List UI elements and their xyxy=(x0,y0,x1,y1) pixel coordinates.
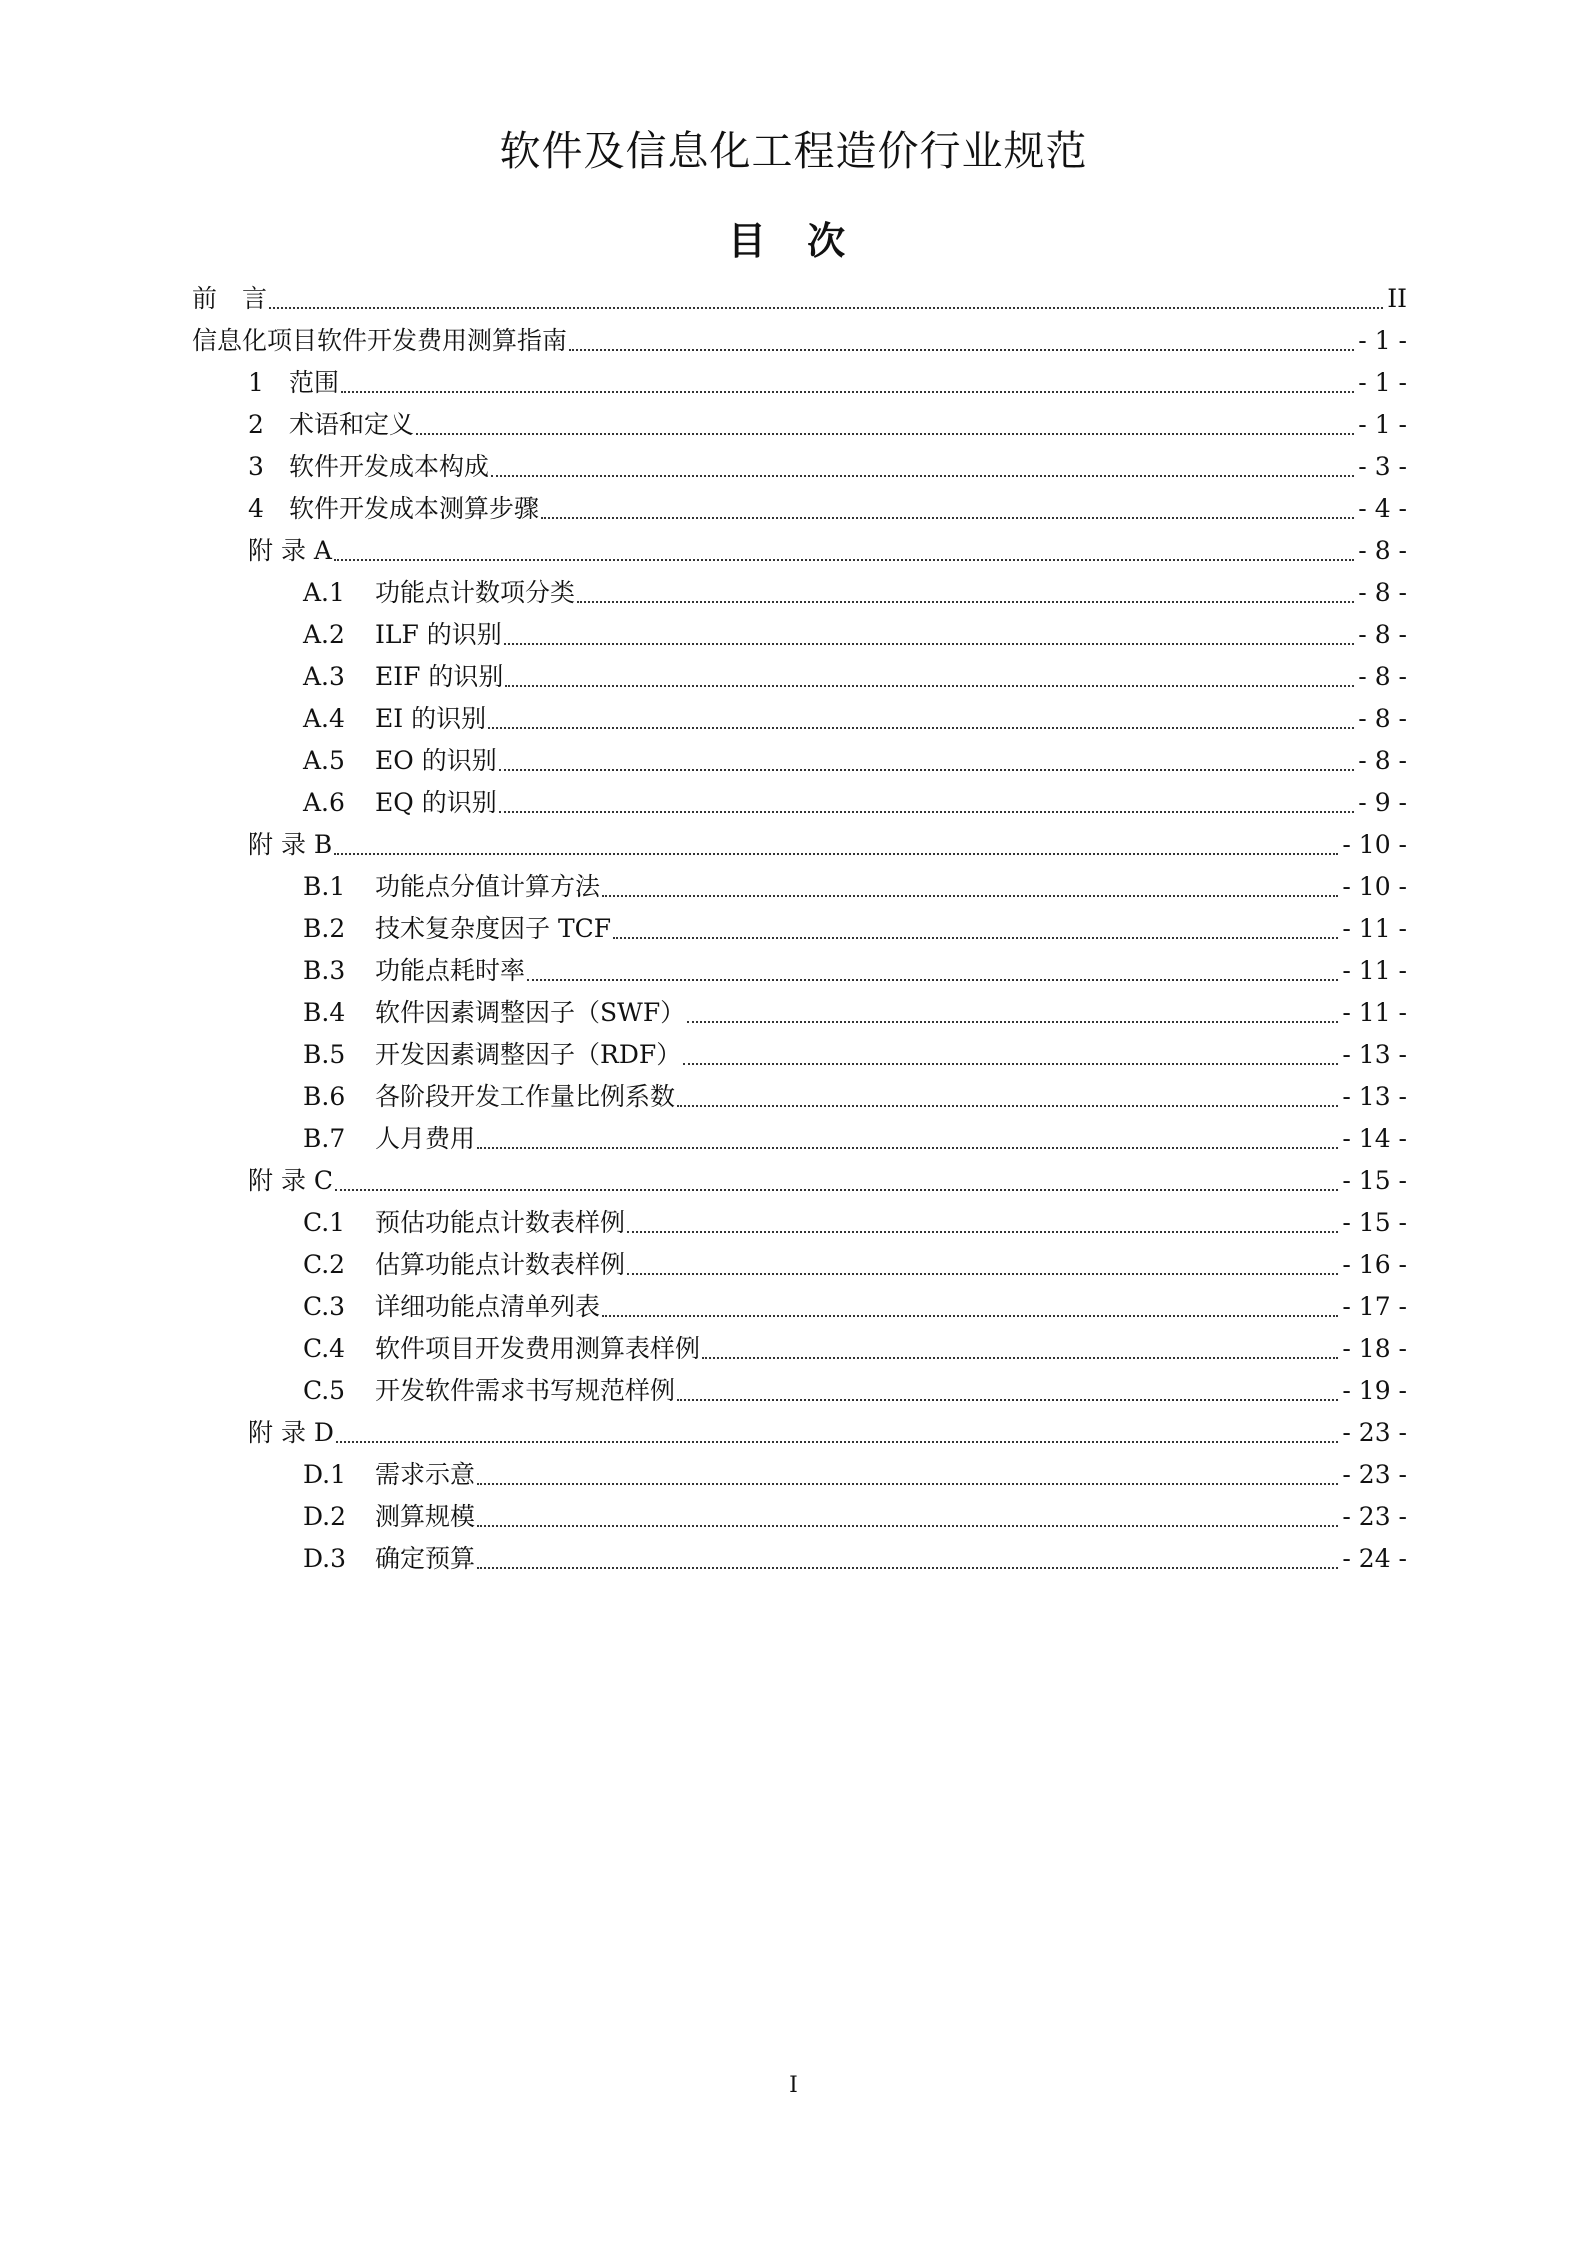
toc-entry[interactable] xyxy=(192,1370,1407,1412)
toc-entry[interactable] xyxy=(192,404,1407,446)
toc-entry-number: B.6 xyxy=(303,1082,346,1111)
toc-entry-page: - 1 - xyxy=(1358,326,1407,355)
toc-entry[interactable] xyxy=(192,908,1407,950)
toc-entry[interactable] xyxy=(192,1454,1407,1496)
dot-leader xyxy=(527,979,1338,981)
toc-entry-label: 详细功能点清单列表 xyxy=(375,1292,601,1321)
toc-entry-label: 术语和定义 xyxy=(289,410,415,439)
toc-entry-number: D.3 xyxy=(303,1544,347,1573)
toc-entry-label: 需求示意 xyxy=(375,1460,476,1489)
toc-entry[interactable] xyxy=(192,782,1407,824)
toc-entry-number: C.4 xyxy=(303,1334,346,1363)
dot-leader xyxy=(335,1189,1338,1191)
toc-entry-page: - 23 - xyxy=(1342,1502,1407,1531)
dot-leader xyxy=(477,1525,1338,1527)
toc-entry-number: 2 xyxy=(248,410,264,439)
dot-leader xyxy=(477,1147,1338,1149)
toc-entry-label: 软件开发成本构成 xyxy=(289,452,490,481)
toc-entry[interactable] xyxy=(192,488,1407,530)
dot-leader xyxy=(336,1441,1338,1443)
dot-leader xyxy=(491,475,1354,477)
toc-entry[interactable] xyxy=(192,824,1407,866)
toc-entry-page: - 8 - xyxy=(1358,578,1407,607)
dot-leader xyxy=(677,1399,1338,1401)
toc-entry-number: D.1 xyxy=(303,1460,347,1489)
dot-leader xyxy=(541,517,1354,519)
dot-leader xyxy=(416,433,1354,435)
toc-entry-number: B.2 xyxy=(303,914,346,943)
dot-leader xyxy=(334,853,1338,855)
toc-entry-number: B.5 xyxy=(303,1040,346,1069)
toc-entry-label: 附 录 D xyxy=(248,1418,334,1447)
toc-entry-page: - 11 - xyxy=(1342,998,1407,1027)
toc-entry[interactable] xyxy=(192,1496,1407,1538)
dot-leader xyxy=(602,895,1338,897)
toc-entry-page: - 24 - xyxy=(1342,1544,1407,1573)
toc-entry-page: - 16 - xyxy=(1342,1250,1407,1279)
toc-entry-page: - 10 - xyxy=(1342,872,1407,901)
toc-entry-label: 信息化项目软件开发费用测算指南 xyxy=(192,326,568,355)
dot-leader xyxy=(488,727,1354,729)
toc-entry-label: 软件因素调整因子（SWF） xyxy=(375,998,686,1027)
dot-leader xyxy=(683,1063,1338,1065)
dot-leader xyxy=(577,601,1354,603)
toc-entry-label: 开发因素调整因子（RDF） xyxy=(375,1040,682,1069)
toc-entry-number: C.5 xyxy=(303,1376,346,1405)
toc-entry-page: - 18 - xyxy=(1342,1334,1407,1363)
toc-entry-label: 附 录 B xyxy=(248,830,333,859)
toc-entry-page: - 11 - xyxy=(1342,956,1407,985)
dot-leader xyxy=(334,559,1354,561)
toc-entry-label: 前 言 xyxy=(192,284,268,313)
toc-entry-page: - 8 - xyxy=(1358,746,1407,775)
toc-entry-page: - 8 - xyxy=(1358,536,1407,565)
dot-leader xyxy=(477,1483,1338,1485)
toc-entry-page: - 8 - xyxy=(1358,704,1407,733)
toc-entry-label: EI 的识别 xyxy=(375,704,487,733)
toc-entry-label: ILF 的识别 xyxy=(375,620,502,649)
toc-entry-page: - 13 - xyxy=(1342,1040,1407,1069)
toc-entry[interactable] xyxy=(192,1076,1407,1118)
toc-entry[interactable] xyxy=(192,1286,1407,1328)
toc-entry-page: - 15 - xyxy=(1342,1208,1407,1237)
toc-entry[interactable] xyxy=(192,950,1407,992)
dot-leader xyxy=(499,769,1355,771)
toc-entry-label: 功能点分值计算方法 xyxy=(375,872,601,901)
dot-leader xyxy=(504,643,1355,645)
toc-entry-page: - 1 - xyxy=(1358,410,1407,439)
toc-entry-number: A.3 xyxy=(303,662,345,691)
toc-entry-label: EO 的识别 xyxy=(375,746,497,775)
dot-leader xyxy=(702,1357,1338,1359)
toc-entry[interactable] xyxy=(192,992,1407,1034)
toc-entry-label: 功能点耗时率 xyxy=(375,956,526,985)
toc-entry-label: EIF 的识别 xyxy=(375,662,504,691)
table-of-contents xyxy=(192,278,1407,1580)
toc-entry-label: 预估功能点计数表样例 xyxy=(375,1208,626,1237)
dot-leader xyxy=(627,1231,1338,1233)
toc-entry-number: B.1 xyxy=(303,872,346,901)
toc-entry-page: - 10 - xyxy=(1342,830,1407,859)
toc-entry[interactable] xyxy=(192,446,1407,488)
toc-entry-label: 软件项目开发费用测算表样例 xyxy=(375,1334,701,1363)
toc-entry-number: B.4 xyxy=(303,998,346,1027)
toc-entry-label: 各阶段开发工作量比例系数 xyxy=(375,1082,676,1111)
toc-heading: 目 次 xyxy=(727,219,860,263)
toc-entry-label: 估算功能点计数表样例 xyxy=(375,1250,626,1279)
toc-entry-label: 软件开发成本测算步骤 xyxy=(289,494,540,523)
toc-entry-number: C.2 xyxy=(303,1250,346,1279)
toc-entry[interactable] xyxy=(192,1160,1407,1202)
toc-entry-page: - 17 - xyxy=(1342,1292,1407,1321)
dot-leader xyxy=(613,937,1338,939)
toc-entry-label: 附 录 A xyxy=(248,536,332,565)
toc-entry-label: EQ 的识别 xyxy=(375,788,497,817)
toc-entry-page: - 19 - xyxy=(1342,1376,1407,1405)
toc-entry-number: 1 xyxy=(248,368,264,397)
document-title: 软件及信息化工程造价行业规范 xyxy=(499,127,1088,175)
toc-entry-page: - 11 - xyxy=(1342,914,1407,943)
toc-entry-number: A.1 xyxy=(303,578,345,607)
dot-leader xyxy=(687,1021,1338,1023)
toc-entry-label: 测算规模 xyxy=(375,1502,476,1531)
toc-entry-label: 范围 xyxy=(289,368,340,397)
toc-entry[interactable] xyxy=(192,362,1407,404)
toc-entry-label: 开发软件需求书写规范样例 xyxy=(375,1376,676,1405)
toc-entry-number: 4 xyxy=(248,494,264,523)
toc-entry[interactable] xyxy=(192,1412,1407,1454)
toc-entry[interactable] xyxy=(192,572,1407,614)
toc-entry-label: 功能点计数项分类 xyxy=(375,578,576,607)
toc-entry-number: C.1 xyxy=(303,1208,346,1237)
toc-entry-number: 3 xyxy=(248,452,264,481)
dot-leader xyxy=(269,307,1383,309)
toc-entry-page: - 8 - xyxy=(1358,620,1407,649)
toc-entry[interactable] xyxy=(192,1538,1407,1580)
dot-leader xyxy=(499,811,1355,813)
toc-entry-number: A.2 xyxy=(303,620,345,649)
toc-entry-page: - 14 - xyxy=(1342,1124,1407,1153)
toc-entry-number: D.2 xyxy=(303,1502,347,1531)
toc-entry[interactable] xyxy=(192,1034,1407,1076)
toc-entry-label: 确定预算 xyxy=(375,1544,476,1573)
toc-entry-page: II xyxy=(1387,284,1407,313)
toc-entry[interactable] xyxy=(192,1118,1407,1160)
toc-entry[interactable] xyxy=(192,866,1407,908)
toc-entry[interactable] xyxy=(192,656,1407,698)
dot-leader xyxy=(477,1567,1338,1569)
dot-leader xyxy=(627,1273,1338,1275)
toc-entry-number: B.7 xyxy=(303,1124,346,1153)
dot-leader xyxy=(602,1315,1338,1317)
toc-entry[interactable] xyxy=(192,614,1407,656)
toc-entry-number: A.6 xyxy=(303,788,345,817)
toc-entry-page: - 23 - xyxy=(1342,1418,1407,1447)
dot-leader xyxy=(505,685,1354,687)
toc-entry-page: - 13 - xyxy=(1342,1082,1407,1111)
toc-entry-page: - 1 - xyxy=(1358,368,1407,397)
toc-entry[interactable] xyxy=(192,1202,1407,1244)
toc-entry[interactable] xyxy=(192,320,1407,362)
toc-entry-page: - 15 - xyxy=(1342,1166,1407,1195)
toc-entry-page: - 4 - xyxy=(1358,494,1407,523)
toc-entry-number: B.3 xyxy=(303,956,346,985)
toc-entry-page: - 3 - xyxy=(1358,452,1407,481)
toc-entry[interactable] xyxy=(192,698,1407,740)
toc-entry-page: - 8 - xyxy=(1358,662,1407,691)
toc-entry[interactable] xyxy=(192,1328,1407,1370)
dot-leader xyxy=(341,391,1354,393)
toc-entry[interactable] xyxy=(192,530,1407,572)
dot-leader xyxy=(569,349,1354,351)
toc-entry-number: A.5 xyxy=(303,746,345,775)
toc-entry-label: 技术复杂度因子 TCF xyxy=(375,914,612,943)
toc-entry-label: 附 录 C xyxy=(248,1166,334,1195)
toc-entry-page: - 23 - xyxy=(1342,1460,1407,1489)
toc-entry[interactable] xyxy=(192,1244,1407,1286)
dot-leader xyxy=(677,1105,1338,1107)
page-number: I xyxy=(789,2073,798,2098)
toc-entry-number: A.4 xyxy=(303,704,345,733)
toc-entry[interactable] xyxy=(192,278,1407,320)
toc-entry-number: C.3 xyxy=(303,1292,346,1321)
toc-entry-label: 人月费用 xyxy=(375,1124,476,1153)
toc-entry[interactable] xyxy=(192,740,1407,782)
toc-entry-page: - 9 - xyxy=(1358,788,1407,817)
